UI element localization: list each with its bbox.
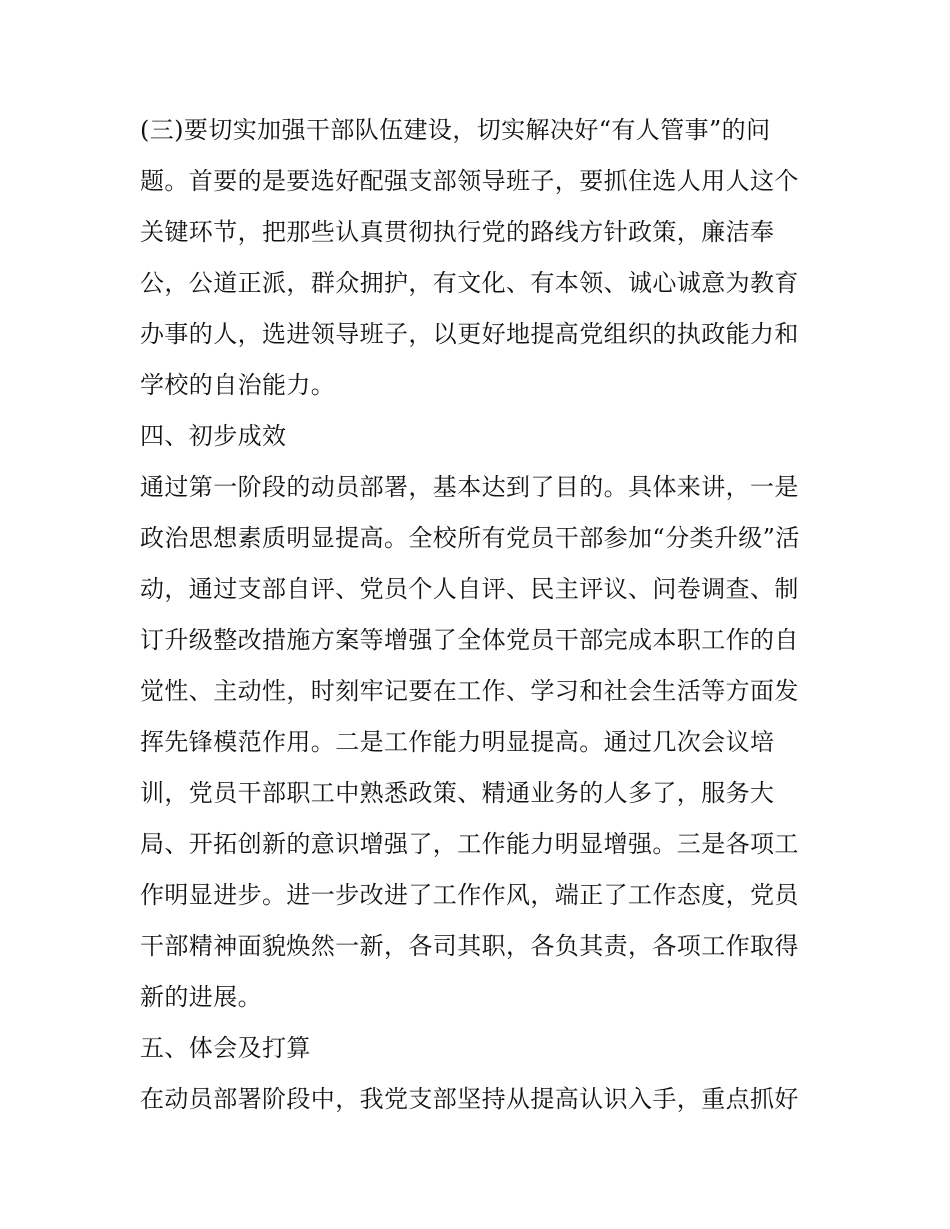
document-body [140, 108, 820, 1128]
paragraph-line: 作明显进步。进一步改进了工作作风，端正了工作态度，党员 [140, 881, 799, 909]
paragraph-line: 学校的自治能力。 [140, 371, 336, 399]
paragraph-line: 办事的人，选进领导班子，以更好地提高党组织的执政能力和 [140, 320, 799, 348]
paragraph-line: 训，党员干部职工中熟悉政策、精通业务的人多了，服务大 [140, 779, 775, 807]
paragraph-line: 动，通过支部自评、党员个人自评、民主评议、问卷调查、制 [140, 575, 799, 603]
paragraph-line: 题。首要的是要选好配强支部领导班子，要抓住选人用人这个 [140, 167, 799, 195]
paragraph-line: 局、开拓创新的意识增强了，工作能力明显增强。三是各项工 [140, 830, 799, 858]
paragraph-line: 在动员部署阶段中，我党支部坚持从提高认识入手，重点抓好 [140, 1085, 799, 1113]
paragraph-line: 挥先锋模范作用。二是工作能力明显提高。通过几次会议培 [140, 728, 775, 756]
paragraph-line: 觉性、主动性，时刻牢记要在工作、学习和社会生活等方面发 [140, 677, 799, 705]
paragraph-line: 通过第一阶段的动员部署，基本达到了目的。具体来讲，一是 [140, 473, 799, 501]
paragraph-line: (三)要切实加强干部队伍建设，切实解决好“有人管事”的问 [140, 116, 771, 144]
paragraph-line: 政治思想素质明显提高。全校所有党员干部参加“分类升级”活 [140, 524, 800, 552]
section-heading: 五、体会及打算 [140, 1034, 311, 1062]
paragraph-line: 公，公道正派，群众拥护，有文化、有本领、诚心诚意为教育 [140, 269, 799, 297]
paragraph-line: 新的进展。 [140, 983, 262, 1011]
section-heading: 四、初步成效 [140, 422, 287, 450]
paragraph-line: 干部精神面貌焕然一新，各司其职，各负其责，各项工作取得 [140, 932, 799, 960]
paragraph-line: 订升级整改措施方案等增强了全体党员干部完成本职工作的自 [140, 626, 799, 654]
paragraph-line: 关键环节，把那些认真贯彻执行党的路线方针政策，廉洁奉 [140, 218, 775, 246]
